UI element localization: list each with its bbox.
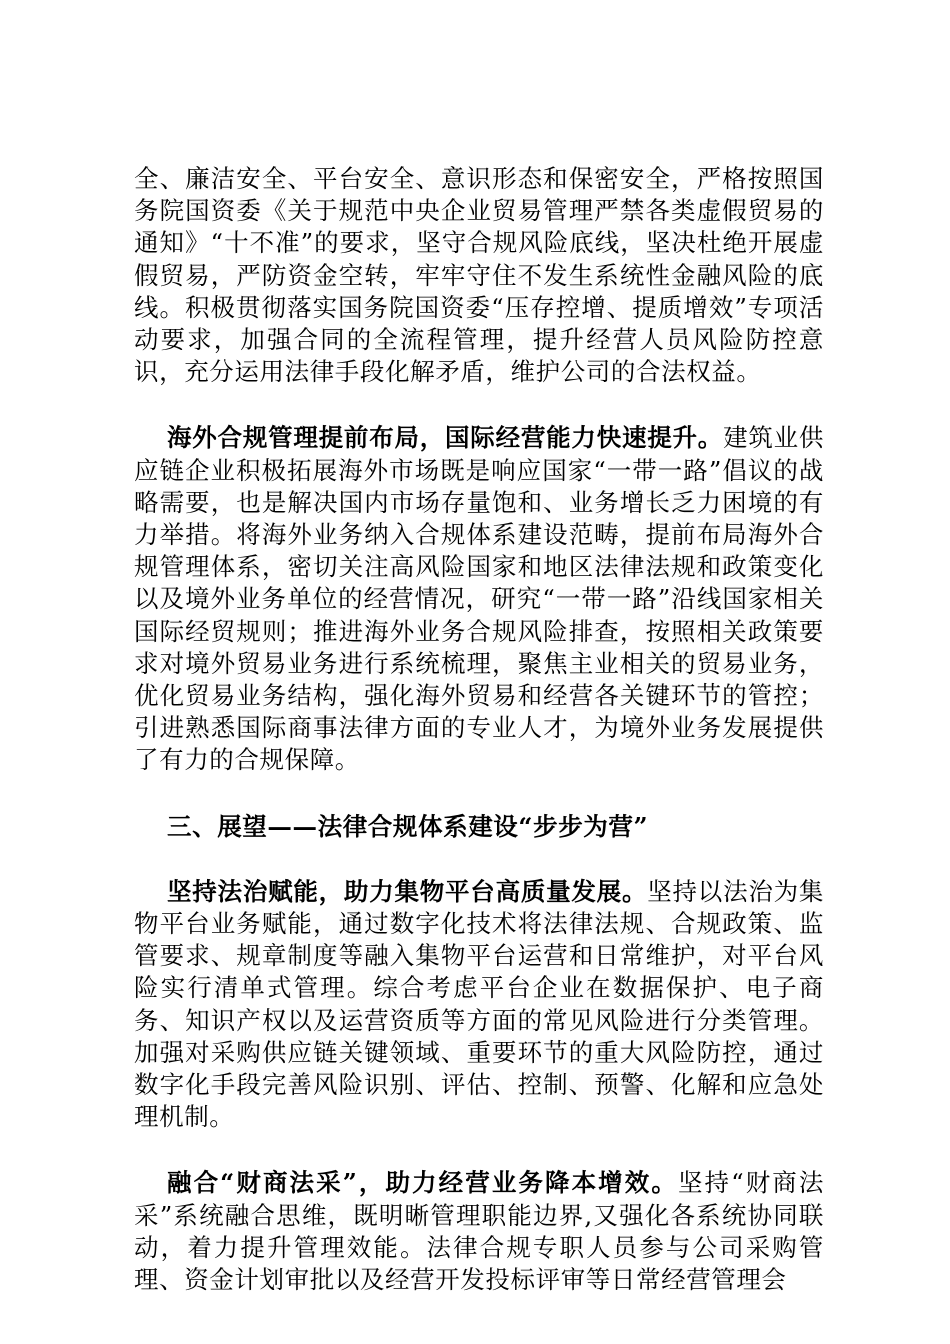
- paragraph-lead: 融合“财商法采”，助力经营业务降本增效。: [167, 1168, 678, 1198]
- paragraph-finance-business-law: [134, 1167, 824, 1296]
- paragraph-text: 坚持以法治为集物平台业务赋能，通过数字化技术将法律法规、合规政策、监管要求、规章制度等融入集物平台运营和日常维护，对平台风险实行清单式管理。综合考虑平台企业在数据保护、电子商务、知识产权以及运营资质等方面的常见风险进行分类管理。加强对采购供应链关键领域、重要环节的重大风险防控，通过数字化手段完善风险识别、评估、控制、预警、化解和应急处理机制。: [134, 876, 825, 1132]
- paragraph-text: 坚持“财商法采”系统融合思维，既明晰管理职能边界,又强化各系统协同联动，着力提升管理效能。法律合规专职人员参与公司采购管理、资金计划审批以及经营开发投标评审等日常经营管理会: [134, 1168, 824, 1295]
- section-heading: 三、展望——法律合规体系建设“步步为营”: [167, 811, 649, 841]
- document-page: [134, 163, 824, 1330]
- paragraph-lead: 坚持法治赋能，助力集物平台高质量发展。: [167, 876, 648, 906]
- paragraph-text: 建筑业供应链企业积极拓展海外市场既是响应国家“一带一路”倡议的战略需要，也是解决国内市场存量饱和、业务增长乏力困境的有力举措。将海外业务纳入合规体系建设范畴，提前布局海外合规管理体系，密切关注高风险国家和地区法律法规和政策变化以及境外业务单位的经营情况，研究“一带一路”沿线国家相关国际经贸规则；推进海外业务合规风险排查，按照相关政策要求对境外贸易业务进行系统梳理，聚焦主业相关的贸易业务，优化贸易业务结构，强化海外贸易和经营各关键环节的管控；引进熟悉国际商事法律方面的专业人才，为境外业务发展提供了有力的合规保障。: [134, 423, 824, 775]
- paragraph-overseas-compliance: [134, 422, 824, 776]
- paragraph-text: 全、廉洁安全、平台安全、意识形态和保密安全，严格按照国务院国资委《关于规范中央企业贸易管理严禁各类虚假贸易的通知》“十不准”的要求，坚守合规风险底线，坚决杜绝开展虚假贸易，严防资金空转，牢牢守住不发生系统性金融风险的底线。积极贯彻落实国务院国资委“压存控增、提质增效”专项活动要求，加强合同的全流程管理，提升经营人员风险防控意识，充分运用法律手段化解矛盾，维护公司的合法权益。: [134, 164, 824, 387]
- paragraph-continuation: [134, 163, 824, 388]
- paragraph-rule-of-law: [134, 876, 824, 1134]
- paragraph-lead: 海外合规管理提前布局，国际经营能力快速提升。: [167, 423, 724, 453]
